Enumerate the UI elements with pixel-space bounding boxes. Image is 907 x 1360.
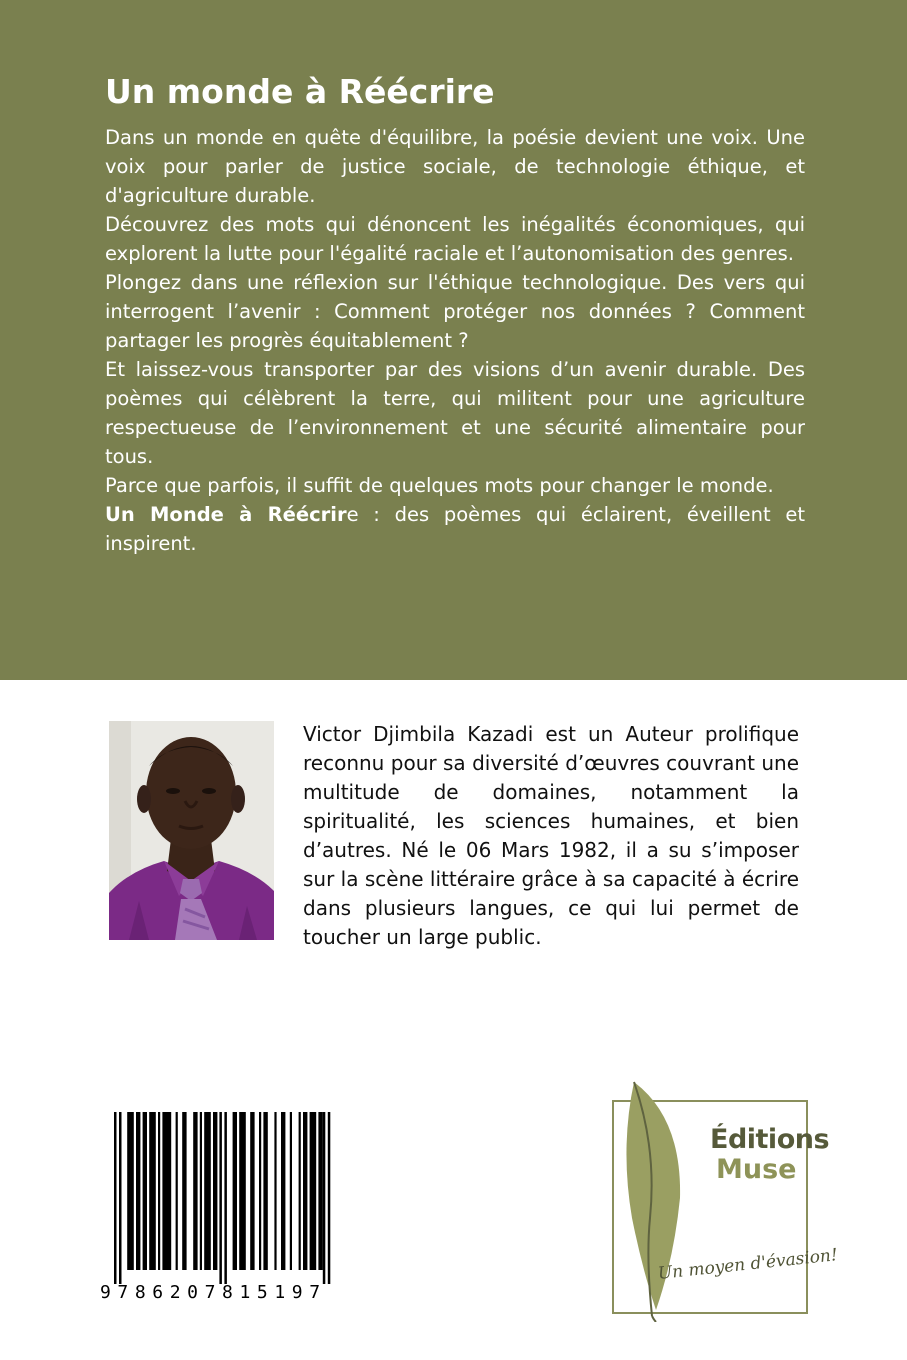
feather-icon <box>612 1078 808 1322</box>
publisher-tagline: Un moyen d'évasion! <box>656 1245 839 1284</box>
barcode-bar <box>119 1112 122 1284</box>
barcode-bar <box>290 1112 292 1270</box>
author-photo <box>109 721 274 940</box>
barcode-bar <box>239 1112 246 1270</box>
barcode-bar <box>149 1112 156 1270</box>
blurb-paragraph-5: Parce que parfois, il suffit de quelques mots pour changer le monde. <box>105 474 774 497</box>
barcode-bar <box>274 1112 276 1270</box>
publisher-name-line1: Éditions <box>710 1124 830 1155</box>
barcode-bar <box>310 1112 317 1270</box>
barcode-bar <box>114 1112 117 1284</box>
barcode-bar <box>233 1112 237 1270</box>
barcode-bar <box>259 1112 261 1270</box>
publisher-logo <box>612 1078 839 1322</box>
barcode-bar <box>204 1112 211 1270</box>
barcode-bar <box>318 1112 322 1270</box>
blurb-closing <box>105 500 805 558</box>
barcode-bar <box>224 1112 227 1284</box>
publisher-name-line2: Muse <box>716 1154 797 1185</box>
blurb-closing-title: Un Monde à Réécrir <box>105 503 347 526</box>
barcode-bar <box>299 1112 301 1270</box>
author-portrait-illustration <box>109 721 274 940</box>
blurb-paragraph-4: Et laissez-vous transporter par des visions d’un avenir durable. Des poèmes qui célèbrent la terre, qui militent pour une agriculture respectueuse de l’environnement et une sécurité alimentaire pour tous. <box>105 358 805 468</box>
book-blurb <box>105 123 805 558</box>
barcode-bar <box>323 1112 326 1284</box>
barcode-bar <box>328 1112 331 1284</box>
barcode-bar <box>158 1112 160 1270</box>
isbn-number: 9786207815197 <box>100 1282 327 1303</box>
barcode-bar <box>143 1112 147 1270</box>
barcode-bar <box>193 1112 197 1270</box>
barcode-bar <box>182 1112 186 1270</box>
barcode-bar <box>200 1112 202 1270</box>
barcode-bar <box>136 1112 140 1270</box>
barcode-bar <box>263 1112 267 1270</box>
blurb-paragraph-3: Plongez dans une réflexion sur l'éthique technologique. Des vers qui interrogent l’avenir : Comment protéger nos données ? Comment partager les progrès équitablement ? <box>105 271 805 352</box>
barcode-bar <box>176 1112 178 1270</box>
barcode-bar <box>127 1112 134 1270</box>
barcode-bar <box>250 1112 254 1270</box>
blurb-closing-text: e : des poèmes qui éclairent, éveillent et inspirent. <box>105 503 805 555</box>
blurb-paragraph-2: Découvrez des mots qui dénoncent les inégalités économiques, qui explorent la lutte pour l'égalité raciale et l’autonomisation des genres. <box>105 213 805 265</box>
barcode-bars <box>100 1112 418 1284</box>
barcode-bar <box>281 1112 285 1270</box>
isbn-barcode <box>100 1112 418 1308</box>
barcode-bar <box>162 1112 171 1270</box>
barcode-bar <box>303 1112 307 1270</box>
barcode-bar <box>213 1112 217 1270</box>
author-bio: Victor Djimbila Kazadi est un Auteur prolifique reconnu pour sa diversité d’œuvres couvrant une multitude de domaines, notamment la spiritualité, les sciences humaines, et bien d’autres. Né le 06 Mars 1982, il a su s’imposer sur la scène littéraire grâce à sa capacité à écrire dans plusieurs langues, ce qui lui permet de toucher un large public. <box>303 722 800 949</box>
book-title: Un monde à Réécrire <box>105 72 495 111</box>
barcode-bar <box>219 1112 222 1284</box>
blurb-paragraph-1: Dans un monde en quête d'équilibre, la poésie devient une voix. Une voix pour parler de justice sociale, de technologie éthique, et d'agriculture durable. <box>105 126 805 207</box>
